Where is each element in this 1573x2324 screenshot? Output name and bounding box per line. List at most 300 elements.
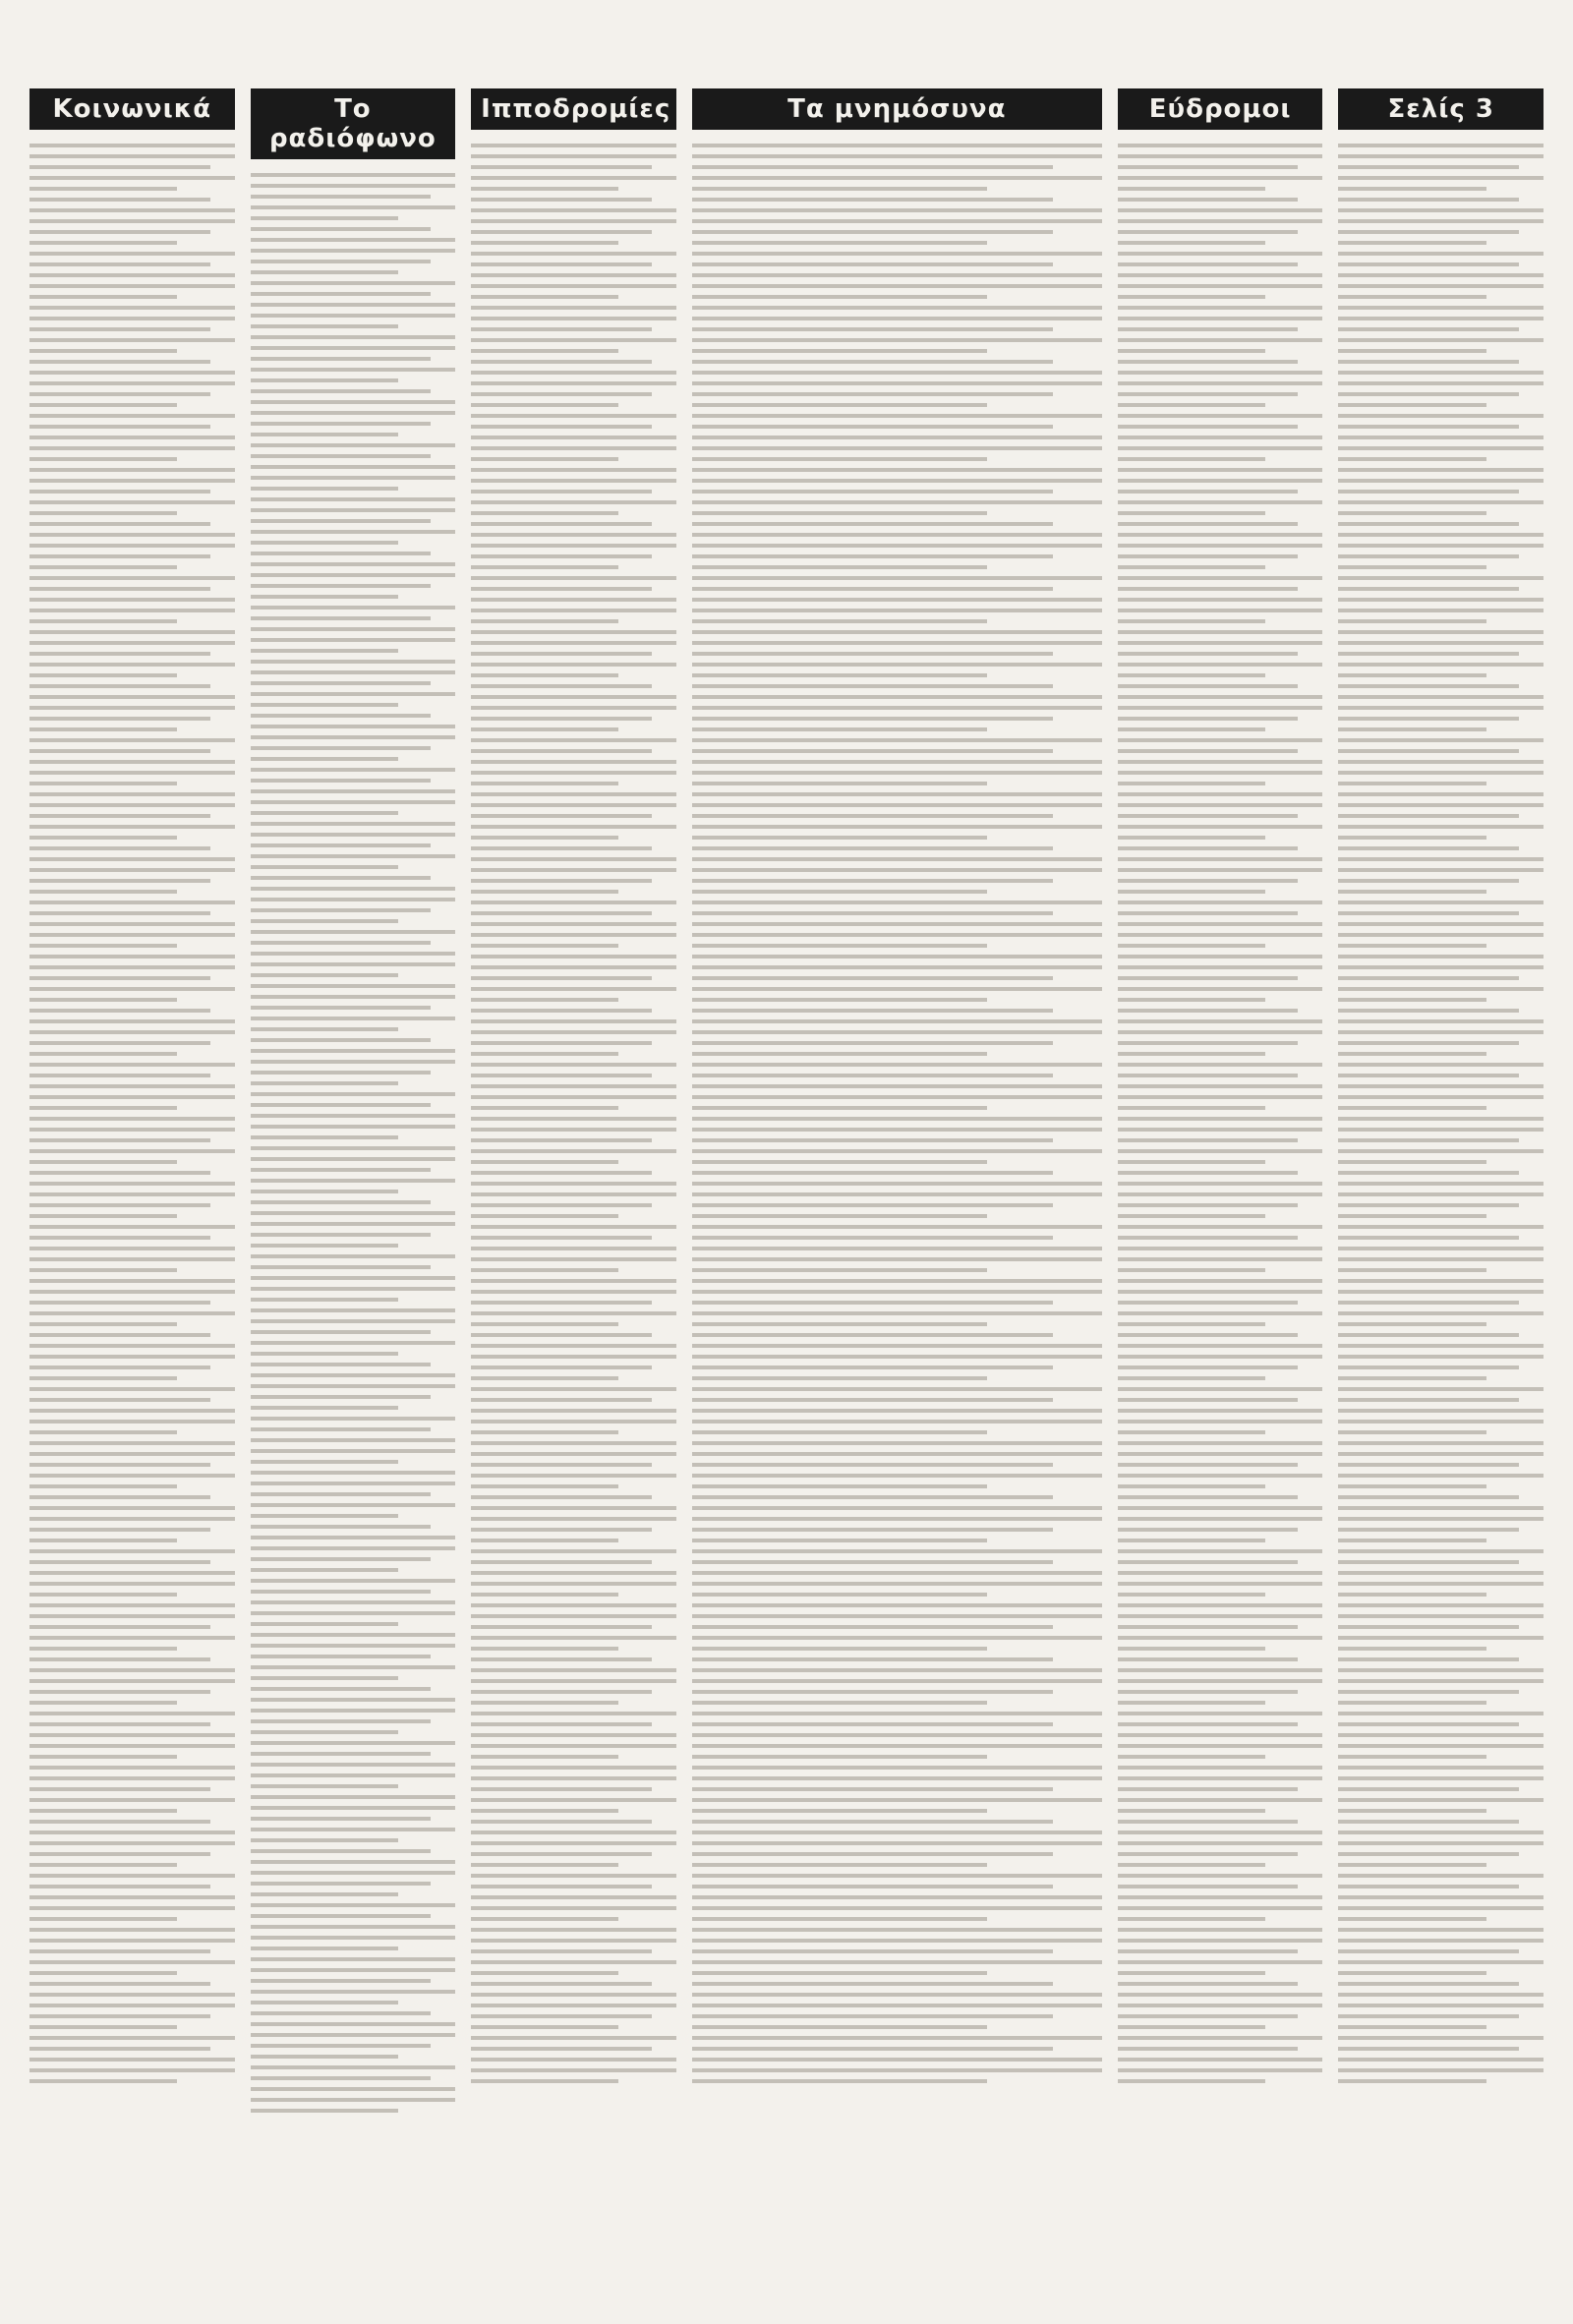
text-line-placeholder xyxy=(1118,1495,1299,1499)
text-line-placeholder xyxy=(1118,360,1299,364)
text-line-placeholder xyxy=(1118,1852,1299,1856)
text-line-placeholder xyxy=(692,306,1102,310)
text-line-placeholder xyxy=(1338,890,1486,894)
text-line-placeholder xyxy=(251,541,398,545)
text-line-placeholder xyxy=(471,1766,676,1770)
text-line-placeholder xyxy=(471,2047,652,2051)
text-line-placeholder xyxy=(251,930,456,934)
text-line-placeholder xyxy=(1338,544,1544,548)
text-line-placeholder xyxy=(692,890,987,894)
text-line-placeholder xyxy=(471,1311,676,1315)
text-line-placeholder xyxy=(1338,2014,1519,2018)
text-line-placeholder xyxy=(471,738,676,742)
text-line-placeholder xyxy=(1338,1852,1519,1856)
text-line-placeholder xyxy=(1118,1344,1323,1348)
text-line-placeholder xyxy=(1118,673,1265,677)
text-line-placeholder xyxy=(471,1506,676,1510)
text-line-placeholder xyxy=(29,922,235,926)
text-line-placeholder xyxy=(471,1420,676,1423)
text-line-placeholder xyxy=(692,1355,1102,1359)
text-line-placeholder xyxy=(692,663,1102,667)
text-line-placeholder xyxy=(471,1917,618,1921)
text-line-placeholder xyxy=(471,1571,676,1575)
text-line-placeholder xyxy=(692,727,987,731)
text-line-placeholder xyxy=(29,1236,210,1240)
text-line-placeholder xyxy=(692,1636,1102,1640)
text-line-placeholder xyxy=(1338,262,1519,266)
text-line-placeholder xyxy=(29,976,210,980)
text-line-placeholder xyxy=(1118,1171,1299,1175)
text-line-placeholder xyxy=(1338,1257,1544,1261)
text-line-placeholder xyxy=(692,349,987,353)
text-line-placeholder xyxy=(1118,1376,1265,1380)
text-line-placeholder xyxy=(1118,1809,1265,1813)
text-line-placeholder xyxy=(251,1622,398,1626)
text-line-placeholder xyxy=(692,1928,1102,1932)
text-line-placeholder xyxy=(251,1936,456,1940)
text-line-placeholder xyxy=(1118,641,1323,645)
text-line-placeholder xyxy=(1118,1928,1323,1932)
text-line-placeholder xyxy=(29,1895,235,1899)
text-line-placeholder xyxy=(1118,457,1265,461)
text-line-placeholder xyxy=(1118,1009,1299,1013)
text-line-placeholder xyxy=(692,1430,987,1434)
text-line-placeholder xyxy=(29,317,235,320)
text-line-placeholder xyxy=(692,1095,1102,1099)
text-line-placeholder xyxy=(251,1071,432,1075)
text-line-placeholder xyxy=(1118,1906,1323,1910)
text-line-placeholder xyxy=(1338,727,1486,731)
text-line-placeholder xyxy=(1338,673,1486,677)
text-line-placeholder xyxy=(1118,890,1265,894)
text-line-placeholder xyxy=(1338,1290,1544,1294)
text-line-placeholder xyxy=(251,941,432,945)
text-line-placeholder xyxy=(29,630,235,634)
text-line-placeholder xyxy=(1118,1019,1323,1023)
text-line-placeholder xyxy=(471,976,652,980)
text-line-placeholder xyxy=(471,717,652,721)
text-line-placeholder xyxy=(1118,565,1265,569)
text-line-placeholder xyxy=(1338,1171,1519,1175)
text-line-placeholder xyxy=(1118,544,1323,548)
text-line-placeholder xyxy=(251,1308,456,1312)
text-line-placeholder xyxy=(1118,479,1323,483)
text-line-placeholder xyxy=(1118,1355,1323,1359)
text-line-placeholder xyxy=(1338,782,1486,785)
text-line-placeholder xyxy=(471,890,618,894)
text-line-placeholder xyxy=(251,562,456,566)
text-line-placeholder xyxy=(1118,868,1323,872)
text-line-placeholder xyxy=(29,598,235,602)
text-line-placeholder xyxy=(1338,144,1544,147)
text-line-placeholder xyxy=(1338,338,1544,342)
text-line-placeholder xyxy=(251,1373,456,1377)
text-line-placeholder xyxy=(29,652,210,656)
text-line-placeholder xyxy=(1118,1030,1323,1034)
text-line-placeholder xyxy=(471,371,676,375)
text-line-placeholder xyxy=(29,1333,210,1337)
text-line-placeholder xyxy=(1338,1776,1544,1780)
text-line-placeholder xyxy=(29,1528,210,1532)
text-line-placeholder xyxy=(471,1344,676,1348)
text-line-placeholder xyxy=(29,403,177,407)
text-line-placeholder xyxy=(1118,468,1323,472)
text-line-placeholder xyxy=(1118,554,1299,558)
text-line-placeholder xyxy=(471,901,676,904)
text-line-placeholder xyxy=(1118,717,1299,721)
text-line-placeholder xyxy=(692,652,1053,656)
text-line-placeholder xyxy=(1118,1074,1299,1077)
text-line-placeholder xyxy=(692,1971,987,1975)
text-line-placeholder xyxy=(251,627,456,631)
text-line-placeholder xyxy=(1118,176,1323,180)
text-line-placeholder xyxy=(1338,1041,1519,1045)
text-line-placeholder xyxy=(471,1993,676,1997)
text-line-placeholder xyxy=(692,165,1053,169)
text-line-placeholder xyxy=(471,1355,676,1359)
text-line-placeholder xyxy=(29,1939,235,1943)
text-line-placeholder xyxy=(692,1311,1102,1315)
text-line-placeholder xyxy=(1118,598,1323,602)
text-line-placeholder xyxy=(471,706,676,710)
text-line-placeholder xyxy=(692,1279,1102,1283)
text-line-placeholder xyxy=(471,295,618,299)
text-line-placeholder xyxy=(1338,738,1544,742)
text-line-placeholder xyxy=(1118,1203,1299,1207)
text-line-placeholder xyxy=(29,2014,210,2018)
text-line-placeholder xyxy=(29,944,177,948)
text-line-placeholder xyxy=(1118,1960,1323,1964)
text-line-placeholder xyxy=(29,1463,210,1467)
text-line-placeholder xyxy=(471,533,676,537)
text-line-placeholder xyxy=(251,1427,432,1431)
text-line-placeholder xyxy=(29,349,177,353)
text-line-placeholder xyxy=(29,727,177,731)
text-line-placeholder xyxy=(29,901,235,904)
text-line-placeholder xyxy=(1338,1333,1519,1337)
text-line-placeholder xyxy=(251,1492,432,1496)
text-line-placeholder xyxy=(692,1539,987,1542)
text-line-placeholder xyxy=(471,1830,676,1834)
text-line-placeholder xyxy=(1118,803,1323,807)
text-line-placeholder xyxy=(471,1041,652,1045)
text-line-placeholder xyxy=(471,1582,676,1586)
text-line-placeholder xyxy=(1338,1766,1544,1770)
text-line-placeholder xyxy=(1118,857,1323,861)
text-line-placeholder xyxy=(251,1417,456,1421)
text-line-placeholder xyxy=(1118,836,1265,840)
body-text-placeholder xyxy=(471,144,676,2285)
text-line-placeholder xyxy=(692,1182,1102,1186)
text-line-placeholder xyxy=(29,1138,210,1142)
banner-memorials: Τα μνημόσυνα xyxy=(692,88,1102,130)
text-line-placeholder xyxy=(29,544,235,548)
text-line-placeholder xyxy=(251,303,456,307)
text-line-placeholder xyxy=(692,1993,1102,1997)
text-line-placeholder xyxy=(29,1225,235,1229)
text-line-placeholder xyxy=(471,414,676,418)
text-line-placeholder xyxy=(471,2036,676,2040)
text-line-placeholder xyxy=(692,1625,1053,1629)
text-line-placeholder xyxy=(251,530,456,534)
text-line-placeholder xyxy=(471,857,676,861)
text-line-placeholder xyxy=(692,533,1102,537)
text-line-placeholder xyxy=(692,371,1102,375)
text-line-placeholder xyxy=(29,857,235,861)
text-line-placeholder xyxy=(692,1106,987,1110)
text-line-placeholder xyxy=(251,1590,432,1594)
text-line-placeholder xyxy=(251,1038,432,1042)
text-line-placeholder xyxy=(1118,792,1323,796)
text-line-placeholder xyxy=(471,998,618,1002)
text-line-placeholder xyxy=(29,381,235,385)
text-line-placeholder xyxy=(692,1668,1102,1672)
text-line-placeholder xyxy=(1118,922,1323,926)
text-line-placeholder xyxy=(29,414,235,418)
text-line-placeholder xyxy=(29,1311,235,1315)
text-line-placeholder xyxy=(471,1690,652,1694)
text-line-placeholder xyxy=(251,616,432,620)
text-line-placeholder xyxy=(1338,208,1544,212)
text-line-placeholder xyxy=(692,760,1102,764)
text-line-placeholder xyxy=(251,1741,456,1745)
text-line-placeholder xyxy=(29,468,235,472)
text-line-placeholder xyxy=(1118,414,1323,418)
text-line-placeholder xyxy=(1118,1830,1323,1834)
text-line-placeholder xyxy=(692,609,1102,612)
text-line-placeholder xyxy=(692,630,1102,634)
text-line-placeholder xyxy=(692,901,1102,904)
text-line-placeholder xyxy=(1118,760,1323,764)
text-line-placeholder xyxy=(1118,1430,1265,1434)
text-line-placeholder xyxy=(1338,1484,1486,1488)
text-line-placeholder xyxy=(29,749,210,753)
text-line-placeholder xyxy=(471,1247,676,1250)
text-line-placeholder xyxy=(471,425,652,429)
text-line-placeholder xyxy=(1118,1917,1265,1921)
text-line-placeholder xyxy=(1338,1830,1544,1834)
text-line-placeholder xyxy=(1118,2036,1323,2040)
text-line-placeholder xyxy=(29,1128,235,1132)
text-line-placeholder xyxy=(471,598,676,602)
text-line-placeholder xyxy=(251,2065,456,2069)
text-line-placeholder xyxy=(1338,1463,1519,1467)
text-line-placeholder xyxy=(692,295,987,299)
text-line-placeholder xyxy=(471,1971,618,1975)
text-line-placeholder xyxy=(1118,1690,1299,1694)
body-text-placeholder xyxy=(29,144,235,2285)
text-line-placeholder xyxy=(251,422,432,426)
text-line-placeholder xyxy=(251,811,398,815)
text-line-placeholder xyxy=(1118,1409,1323,1413)
text-line-placeholder xyxy=(692,1484,987,1488)
text-line-placeholder xyxy=(29,1906,235,1910)
text-line-placeholder xyxy=(251,995,456,999)
text-line-placeholder xyxy=(29,2036,235,2040)
text-line-placeholder xyxy=(1118,1279,1323,1283)
text-line-placeholder xyxy=(471,2058,676,2062)
text-line-placeholder xyxy=(1118,1603,1323,1607)
text-line-placeholder xyxy=(29,1030,235,1034)
text-line-placeholder xyxy=(1118,252,1323,256)
text-line-placeholder xyxy=(471,641,676,645)
text-line-placeholder xyxy=(29,1203,210,1207)
text-line-placeholder xyxy=(251,1157,456,1161)
text-line-placeholder xyxy=(1118,965,1323,969)
text-line-placeholder xyxy=(1118,1582,1323,1586)
text-line-placeholder xyxy=(251,768,456,772)
text-line-placeholder xyxy=(1118,1766,1323,1770)
text-line-placeholder xyxy=(29,1290,235,1294)
text-line-placeholder xyxy=(692,544,1102,548)
text-line-placeholder xyxy=(251,1384,456,1388)
text-line-placeholder xyxy=(251,865,398,869)
text-line-placeholder xyxy=(692,738,1102,742)
text-line-placeholder xyxy=(1118,1863,1265,1867)
text-line-placeholder xyxy=(1118,187,1265,191)
text-line-placeholder xyxy=(29,1744,235,1748)
text-line-placeholder xyxy=(1338,1582,1544,1586)
text-line-placeholder xyxy=(251,714,432,718)
text-line-placeholder xyxy=(1338,1247,1544,1250)
text-line-placeholder xyxy=(1118,1063,1323,1067)
body-text-placeholder xyxy=(692,144,1102,2285)
text-line-placeholder xyxy=(471,154,676,158)
text-line-placeholder xyxy=(471,479,676,483)
text-line-placeholder xyxy=(692,1009,1053,1013)
text-line-placeholder xyxy=(251,1903,456,1907)
text-line-placeholder xyxy=(29,760,235,764)
text-line-placeholder xyxy=(1338,1636,1544,1640)
text-line-placeholder xyxy=(692,446,1102,450)
text-line-placeholder xyxy=(471,955,676,959)
text-line-placeholder xyxy=(471,1290,676,1294)
text-line-placeholder xyxy=(471,1063,676,1067)
text-line-placeholder xyxy=(251,833,456,837)
text-line-placeholder xyxy=(471,2025,618,2029)
text-line-placeholder xyxy=(471,1863,618,1867)
text-line-placeholder xyxy=(29,1301,210,1305)
text-line-placeholder xyxy=(1338,1755,1486,1759)
text-line-placeholder xyxy=(251,1784,398,1788)
text-line-placeholder xyxy=(251,443,456,447)
text-line-placeholder xyxy=(471,803,676,807)
text-line-placeholder xyxy=(251,649,398,653)
text-line-placeholder xyxy=(29,425,210,429)
text-line-placeholder xyxy=(692,933,1102,937)
text-line-placeholder xyxy=(1338,684,1519,688)
text-line-placeholder xyxy=(251,2001,398,2004)
text-line-placeholder xyxy=(692,1074,1053,1077)
text-line-placeholder xyxy=(251,1298,398,1302)
text-line-placeholder xyxy=(29,2058,235,2062)
text-line-placeholder xyxy=(251,887,456,891)
text-line-placeholder xyxy=(471,176,676,180)
text-line-placeholder xyxy=(29,1776,235,1780)
text-line-placeholder xyxy=(1118,1365,1299,1369)
text-line-placeholder xyxy=(251,1211,456,1215)
text-line-placeholder xyxy=(471,673,618,677)
text-line-placeholder xyxy=(251,1460,398,1464)
text-line-placeholder xyxy=(1118,771,1323,775)
text-line-placeholder xyxy=(692,1614,1102,1618)
text-line-placeholder xyxy=(1118,2079,1265,2083)
text-line-placeholder xyxy=(251,487,398,491)
text-line-placeholder xyxy=(1118,403,1265,407)
text-line-placeholder xyxy=(692,911,1053,915)
text-line-placeholder xyxy=(471,273,676,277)
text-line-placeholder xyxy=(251,984,456,988)
text-line-placeholder xyxy=(1118,1549,1323,1553)
text-line-placeholder xyxy=(692,922,1102,926)
text-line-placeholder xyxy=(29,1690,210,1694)
text-line-placeholder xyxy=(1338,1712,1544,1715)
text-line-placeholder xyxy=(1118,695,1323,699)
text-line-placeholder xyxy=(29,998,177,1002)
text-line-placeholder xyxy=(251,465,456,469)
text-line-placeholder xyxy=(29,955,235,959)
text-line-placeholder xyxy=(1338,1971,1486,1975)
text-line-placeholder xyxy=(251,1114,456,1118)
text-line-placeholder xyxy=(251,1319,456,1323)
text-line-placeholder xyxy=(1338,1820,1519,1824)
text-line-placeholder xyxy=(251,703,398,707)
text-line-placeholder xyxy=(692,219,1102,223)
text-line-placeholder xyxy=(29,1019,235,1023)
text-line-placeholder xyxy=(251,1244,398,1248)
text-line-placeholder xyxy=(1338,1960,1544,1964)
text-line-placeholder xyxy=(471,944,618,948)
text-line-placeholder xyxy=(471,1517,676,1521)
text-line-placeholder xyxy=(471,1333,652,1337)
text-line-placeholder xyxy=(692,436,1102,439)
text-line-placeholder xyxy=(692,1420,1102,1423)
text-line-placeholder xyxy=(692,1809,987,1813)
text-line-placeholder xyxy=(29,2079,177,2083)
text-line-placeholder xyxy=(692,1939,1102,1943)
text-line-placeholder xyxy=(1338,1679,1544,1683)
text-line-placeholder xyxy=(1338,1722,1519,1726)
text-line-placeholder xyxy=(692,684,1053,688)
text-line-placeholder xyxy=(251,1200,432,1204)
text-line-placeholder xyxy=(251,1579,456,1583)
text-line-placeholder xyxy=(471,727,618,731)
text-line-placeholder xyxy=(692,1906,1102,1910)
text-line-placeholder xyxy=(1118,1647,1265,1651)
text-line-placeholder xyxy=(471,1906,676,1910)
text-line-placeholder xyxy=(29,987,235,991)
text-line-placeholder xyxy=(471,1301,652,1305)
text-line-placeholder xyxy=(1338,1236,1519,1240)
text-line-placeholder xyxy=(1338,1549,1544,1553)
text-line-placeholder xyxy=(1118,933,1323,937)
text-line-placeholder xyxy=(1118,782,1265,785)
text-line-placeholder xyxy=(1118,1506,1323,1510)
text-line-placeholder xyxy=(1338,1182,1544,1186)
text-line-placeholder xyxy=(1338,1225,1544,1229)
text-line-placeholder xyxy=(1338,1279,1544,1283)
text-line-placeholder xyxy=(1338,749,1519,753)
text-line-placeholder xyxy=(471,1117,676,1121)
text-line-placeholder xyxy=(471,1744,676,1748)
text-line-placeholder xyxy=(692,565,987,569)
column-social xyxy=(29,88,235,2285)
text-line-placeholder xyxy=(251,433,398,436)
text-line-placeholder xyxy=(1338,436,1544,439)
text-line-placeholder xyxy=(1338,792,1544,796)
text-line-placeholder xyxy=(1118,1820,1299,1824)
text-line-placeholder xyxy=(251,584,432,588)
